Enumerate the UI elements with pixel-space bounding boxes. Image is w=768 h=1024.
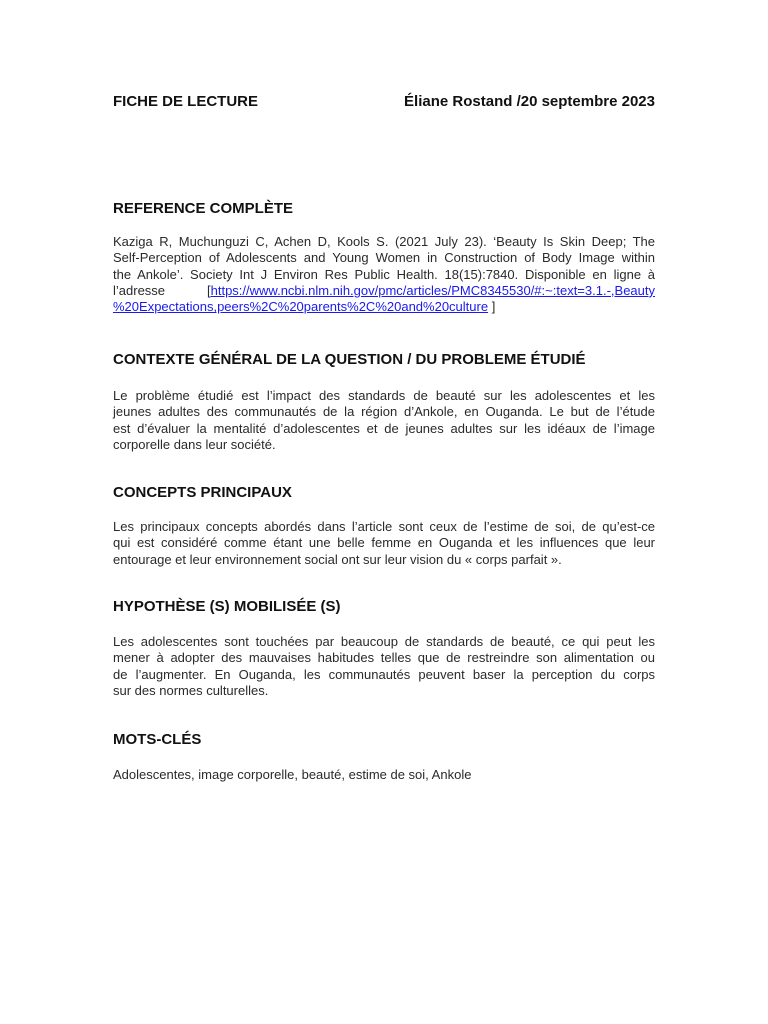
hypothese-line: Les adolescentes sont touchées par beaucoup de standards de beauté, ce qui peut les — [113, 634, 655, 649]
contexte-paragraph — [113, 388, 655, 453]
concepts-heading: CONCEPTS PRINCIPAUX — [113, 484, 292, 501]
reference-link-continued[interactable]: %20Expectations,peers%2C%20parents%2C%20and%20culture — [113, 299, 489, 315]
motscles-text: Adolescentes, image corporelle, beauté, estime de soi, Ankole — [113, 767, 472, 782]
reference-link[interactable]: https://www.ncbi.nlm.nih.gov/pmc/articles/PMC8345530/#:~:text=3.1.-,Beauty — [210, 282, 655, 298]
hypothese-heading: HYPOTHÈSE (S) MOBILISÉE (S) — [113, 598, 341, 615]
contexte-line: corporelle dans leur société. — [113, 436, 276, 452]
contexte-line: est d’évaluer la mentalité d’adolescentes et de jeunes adultes sur les idéaux de l’image — [113, 420, 655, 436]
reference-line-link — [113, 283, 655, 299]
concepts-paragraph — [113, 519, 655, 568]
author-date: Éliane Rostand /20 septembre 2023 — [404, 93, 655, 110]
motscles-paragraph — [113, 767, 655, 783]
hypothese-line: sur des normes culturelles. — [113, 682, 269, 698]
contexte-line: jeunes adultes des communautés de la région d’Ankole, en Ouganda. Le but de l’étude — [113, 404, 655, 420]
reference-paragraph — [113, 234, 655, 315]
reference-line: Self-Perception of Adolescents and Young Women in Construction of Body Image within — [113, 250, 655, 266]
concepts-line: entourage et leur environnement social ont sur leur vision du « corps parfait ». — [113, 551, 562, 567]
hypothese-line: mener à adopter des mauvaises habitudes telles que de restreindre son alimentation ou — [113, 650, 655, 666]
document-title: FICHE DE LECTURE — [113, 93, 259, 110]
concepts-line: qui est considéré comme étant une belle femme en Ouganda et les influences que leur — [113, 535, 655, 551]
concepts-line: Les principaux concepts abordés dans l’article sont ceux de l’estime de soi, de qu’est-ce — [113, 519, 655, 534]
hypothese-paragraph — [113, 634, 655, 699]
contexte-line: Le problème étudié est l’impact des standards de beauté sur les adolescentes et les — [113, 388, 655, 403]
document-header — [113, 93, 655, 110]
hypothese-line: de l’augmenter. En Ouganda, les communautés peuvent baser la perception du corps — [113, 666, 655, 682]
reference-prefix: l’adresse [ — [113, 282, 211, 298]
reference-line-link-end — [113, 299, 655, 315]
motscles-heading: MOTS-CLÉS — [113, 731, 202, 748]
reference-suffix: ] — [488, 299, 496, 315]
contexte-heading: CONTEXTE GÉNÉRAL DE LA QUESTION / DU PROBLEME ÉTUDIÉ — [113, 351, 586, 368]
reference-heading: REFERENCE COMPLÈTE — [113, 200, 294, 217]
reference-line: the Ankole’. Society Int J Environ Res Public Health. 18(15):7840. Disponible en ligne à — [113, 266, 655, 282]
reference-line: Kaziga R, Muchunguzi C, Achen D, Kools S. (2021 July 23). ‘Beauty Is Skin Deep; The — [113, 234, 655, 249]
